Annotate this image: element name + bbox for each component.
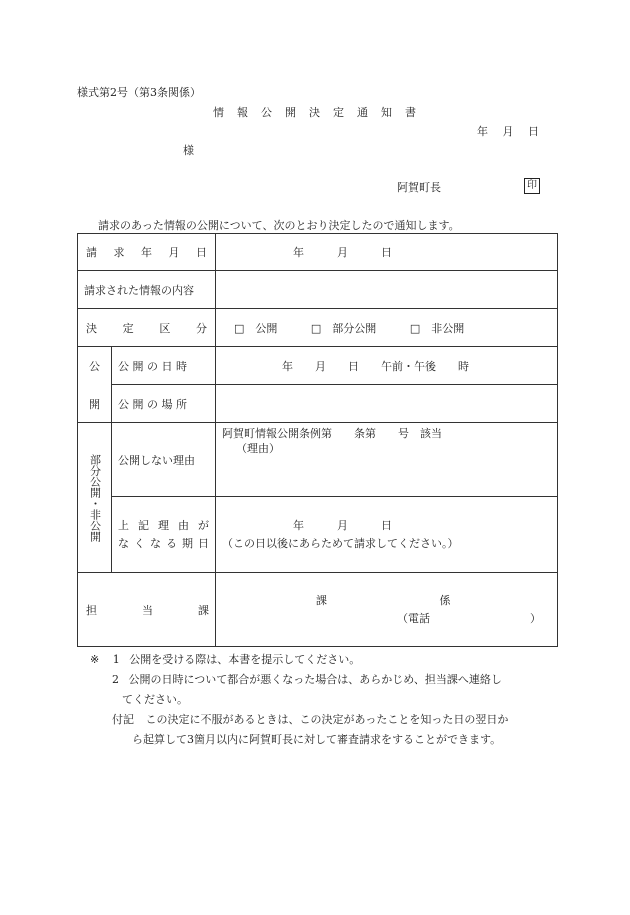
document-title: 情 報 公 開 決 定 通 知 書 [213, 106, 417, 119]
notes-section [90, 650, 560, 750]
option-disclose[interactable]: □ 公開 [234, 321, 278, 335]
decision-label: 決 定 区 分 [78, 309, 216, 347]
appendix: 付記 この決定に不服があるときは、この決定があったことを知った日の翌日か [112, 713, 509, 726]
decision-options [216, 309, 558, 347]
row-decision [78, 309, 558, 347]
row-info-content [78, 271, 558, 309]
place-label: 公 開 の 場 所 [112, 385, 216, 423]
note-1: ※ 1 公開を受ける際は、本書を提示してください。 [90, 653, 361, 666]
issuer-name: 阿賀町長 [397, 181, 441, 194]
row-request-date [78, 234, 558, 271]
issue-date: 年 月 日 [477, 125, 539, 138]
contact-phone-close: ） [530, 611, 541, 625]
contact-kakari: 係 [439, 593, 451, 607]
partial-group-label: 部分公開・非公開 [78, 423, 112, 573]
contact-ka: 課 [316, 593, 327, 607]
place-value[interactable] [216, 385, 558, 423]
option-nondisclose[interactable]: □ 非公開 [409, 321, 465, 335]
contact-phone-open: （電話 [397, 611, 430, 625]
seal-stamp: 印 [524, 178, 540, 194]
decision-table [77, 233, 558, 647]
datetime-value[interactable]: 年 月 日 午前・午後 時 [216, 347, 558, 385]
info-content-label: 請求された情報の内容 [78, 271, 216, 309]
request-date-label: 請 求 年 月 日 [78, 234, 216, 271]
expiry-value[interactable]: 年 月 日 （この日以後にあらためて請求してください。） [216, 497, 558, 573]
row-datetime [78, 347, 558, 385]
form-number: 様式第2号（第3条関係） [77, 86, 201, 99]
info-content-value[interactable] [216, 271, 558, 309]
appendix-cont: ら起算して3箇月以内に阿賀町長に対して審査請求をすることができます。 [132, 733, 502, 746]
note-2: 2 公開の日時について都合が悪くなった場合は、あらかじめ、担当課へ連絡し [112, 673, 502, 686]
request-date-value[interactable]: 年 月 日 [216, 234, 558, 271]
row-place [78, 385, 558, 423]
contact-label: 担 当 課 [78, 573, 216, 647]
intro-text: 請求のあった情報の公開について、次のとおり決定したので通知します。 [98, 219, 460, 232]
option-partial[interactable]: □ 部分公開 [310, 321, 377, 335]
reason-label: 公開しない理由 [112, 423, 216, 497]
contact-value[interactable] [216, 573, 558, 647]
note-2-cont: てください。 [122, 693, 188, 706]
row-reason [78, 423, 558, 497]
expiry-label: 上 記 理 由 が な く な る 期 日 [112, 497, 216, 573]
row-expiry [78, 497, 558, 573]
reason-value[interactable]: 阿賀町情報公開条例第 条第 号 該当 （理由） [216, 423, 558, 497]
row-contact [78, 573, 558, 647]
addressee-suffix: 様 [183, 144, 194, 157]
datetime-label: 公 開 の 日 時 [112, 347, 216, 385]
disclosure-group-label: 公 開 [78, 347, 112, 423]
